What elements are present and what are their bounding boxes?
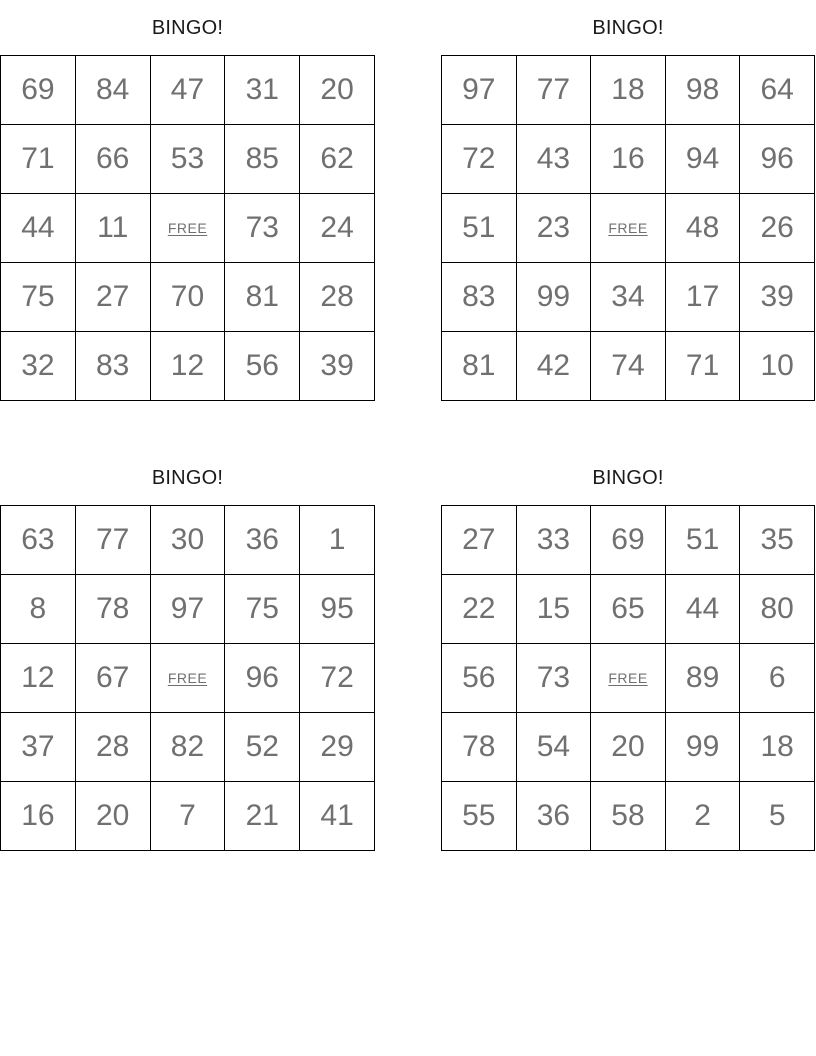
grid-row bbox=[1, 194, 375, 263]
card-title: BINGO! bbox=[151, 467, 224, 489]
bingo-cell: 7 bbox=[150, 782, 225, 851]
bingo-cell: 24 bbox=[300, 194, 375, 263]
bingo-cell: 66 bbox=[75, 125, 150, 194]
bingo-cell: 20 bbox=[75, 782, 150, 851]
bingo-cell: 18 bbox=[740, 713, 815, 782]
bingo-cell: 39 bbox=[740, 263, 815, 332]
bingo-cell: 8 bbox=[1, 575, 76, 644]
bingo-cell: 69 bbox=[591, 506, 666, 575]
card-title: BINGO! bbox=[592, 467, 664, 489]
bingo-cell: 21 bbox=[225, 782, 300, 851]
bingo-cell: 35 bbox=[740, 506, 815, 575]
bingo-cell: 77 bbox=[75, 506, 150, 575]
bingo-cell: 75 bbox=[225, 575, 300, 644]
grid-row bbox=[442, 644, 815, 713]
bingo-cell: 71 bbox=[1, 125, 76, 194]
grid-row bbox=[442, 194, 815, 263]
bingo-cell: 52 bbox=[225, 713, 300, 782]
bingo-cell: 98 bbox=[665, 56, 740, 125]
bingo-cell: 28 bbox=[300, 263, 375, 332]
bingo-cell: 48 bbox=[665, 194, 740, 263]
bingo-cell: 71 bbox=[665, 332, 740, 401]
free-cell: FREE bbox=[150, 644, 225, 713]
bingo-cell: 99 bbox=[516, 263, 591, 332]
grid-row bbox=[1, 125, 375, 194]
grid-row bbox=[1, 782, 375, 851]
bingo-cell: 5 bbox=[740, 782, 815, 851]
bingo-cell: 89 bbox=[665, 644, 740, 713]
bingo-cell: 81 bbox=[442, 332, 517, 401]
bingo-cell: 12 bbox=[150, 332, 225, 401]
bingo-cell: 23 bbox=[516, 194, 591, 263]
bingo-grid bbox=[0, 505, 375, 851]
bingo-cell: 80 bbox=[740, 575, 815, 644]
bingo-cell: 82 bbox=[150, 713, 225, 782]
bingo-cell: 81 bbox=[225, 263, 300, 332]
free-cell: FREE bbox=[150, 194, 225, 263]
bingo-cell: 77 bbox=[516, 56, 591, 125]
bingo-cell: 99 bbox=[665, 713, 740, 782]
bingo-cell: 39 bbox=[300, 332, 375, 401]
bingo-card-3 bbox=[0, 450, 375, 851]
bingo-cell: 18 bbox=[591, 56, 666, 125]
bingo-cell: 63 bbox=[1, 506, 76, 575]
bingo-cell: 17 bbox=[665, 263, 740, 332]
bingo-card-2 bbox=[441, 0, 815, 401]
bingo-grid bbox=[0, 55, 375, 401]
bingo-cell: 36 bbox=[225, 506, 300, 575]
bingo-cell: 41 bbox=[300, 782, 375, 851]
bingo-cell: 15 bbox=[516, 575, 591, 644]
bingo-cell: 97 bbox=[150, 575, 225, 644]
grid-row bbox=[442, 782, 815, 851]
bingo-cell: 54 bbox=[516, 713, 591, 782]
grid-row bbox=[442, 506, 815, 575]
free-cell: FREE bbox=[591, 644, 666, 713]
grid-row bbox=[1, 644, 375, 713]
bingo-cell: 72 bbox=[300, 644, 375, 713]
bingo-cell: 58 bbox=[591, 782, 666, 851]
grid-row bbox=[1, 575, 375, 644]
bingo-cell: 78 bbox=[75, 575, 150, 644]
bingo-cell: 10 bbox=[740, 332, 815, 401]
bingo-cell: 97 bbox=[442, 56, 517, 125]
bingo-cell: 22 bbox=[442, 575, 517, 644]
bingo-cell: 20 bbox=[591, 713, 666, 782]
bingo-cell: 26 bbox=[740, 194, 815, 263]
bingo-cell: 51 bbox=[442, 194, 517, 263]
bingo-cell: 32 bbox=[1, 332, 76, 401]
bingo-cell: 56 bbox=[225, 332, 300, 401]
free-cell: FREE bbox=[591, 194, 666, 263]
bingo-cell: 20 bbox=[300, 56, 375, 125]
bingo-cell: 34 bbox=[591, 263, 666, 332]
bingo-cell: 65 bbox=[591, 575, 666, 644]
bingo-cell: 42 bbox=[516, 332, 591, 401]
grid-row bbox=[442, 713, 815, 782]
bingo-cell: 72 bbox=[442, 125, 517, 194]
bingo-cell: 28 bbox=[75, 713, 150, 782]
bingo-cell: 83 bbox=[442, 263, 517, 332]
bingo-cell: 33 bbox=[516, 506, 591, 575]
grid-row bbox=[442, 56, 815, 125]
bingo-cell: 30 bbox=[150, 506, 225, 575]
bingo-cell: 73 bbox=[225, 194, 300, 263]
bingo-card-4 bbox=[441, 450, 815, 851]
bingo-cell: 83 bbox=[75, 332, 150, 401]
bingo-cell: 62 bbox=[300, 125, 375, 194]
bingo-cell: 27 bbox=[442, 506, 517, 575]
bingo-cell: 94 bbox=[665, 125, 740, 194]
grid-row bbox=[1, 506, 375, 575]
bingo-grid bbox=[441, 55, 815, 401]
bingo-cell: 44 bbox=[665, 575, 740, 644]
grid-row bbox=[442, 332, 815, 401]
bingo-cell: 78 bbox=[442, 713, 517, 782]
bingo-cell: 51 bbox=[665, 506, 740, 575]
grid-row bbox=[1, 56, 375, 125]
bingo-cell: 85 bbox=[225, 125, 300, 194]
bingo-cell: 12 bbox=[1, 644, 76, 713]
bingo-cell: 84 bbox=[75, 56, 150, 125]
bingo-cell: 2 bbox=[665, 782, 740, 851]
grid-row bbox=[442, 125, 815, 194]
bingo-cell: 70 bbox=[150, 263, 225, 332]
bingo-cell: 69 bbox=[1, 56, 76, 125]
bingo-grid bbox=[441, 505, 815, 851]
bingo-cell: 64 bbox=[740, 56, 815, 125]
bingo-cell: 95 bbox=[300, 575, 375, 644]
bingo-cell: 96 bbox=[225, 644, 300, 713]
bingo-cell: 27 bbox=[75, 263, 150, 332]
card-title: BINGO! bbox=[592, 17, 664, 39]
bingo-cell: 44 bbox=[1, 194, 76, 263]
bingo-cell: 47 bbox=[150, 56, 225, 125]
bingo-cell: 43 bbox=[516, 125, 591, 194]
bingo-cell: 16 bbox=[1, 782, 76, 851]
bingo-card-1 bbox=[0, 0, 375, 401]
bingo-cell: 73 bbox=[516, 644, 591, 713]
bingo-cell: 67 bbox=[75, 644, 150, 713]
bingo-cell: 75 bbox=[1, 263, 76, 332]
bingo-cell: 31 bbox=[225, 56, 300, 125]
bingo-cell: 29 bbox=[300, 713, 375, 782]
bingo-cell: 55 bbox=[442, 782, 517, 851]
grid-row bbox=[442, 575, 815, 644]
bingo-cell: 16 bbox=[591, 125, 666, 194]
bingo-cell: 11 bbox=[75, 194, 150, 263]
bingo-cell: 74 bbox=[591, 332, 666, 401]
bingo-cell: 36 bbox=[516, 782, 591, 851]
bingo-cell: 37 bbox=[1, 713, 76, 782]
bingo-cell: 53 bbox=[150, 125, 225, 194]
grid-row bbox=[442, 263, 815, 332]
grid-row bbox=[1, 332, 375, 401]
bingo-cell: 1 bbox=[300, 506, 375, 575]
grid-row bbox=[1, 263, 375, 332]
card-title: BINGO! bbox=[151, 17, 224, 39]
grid-row bbox=[1, 713, 375, 782]
bingo-cell: 6 bbox=[740, 644, 815, 713]
bingo-cell: 56 bbox=[442, 644, 517, 713]
bingo-cell: 96 bbox=[740, 125, 815, 194]
